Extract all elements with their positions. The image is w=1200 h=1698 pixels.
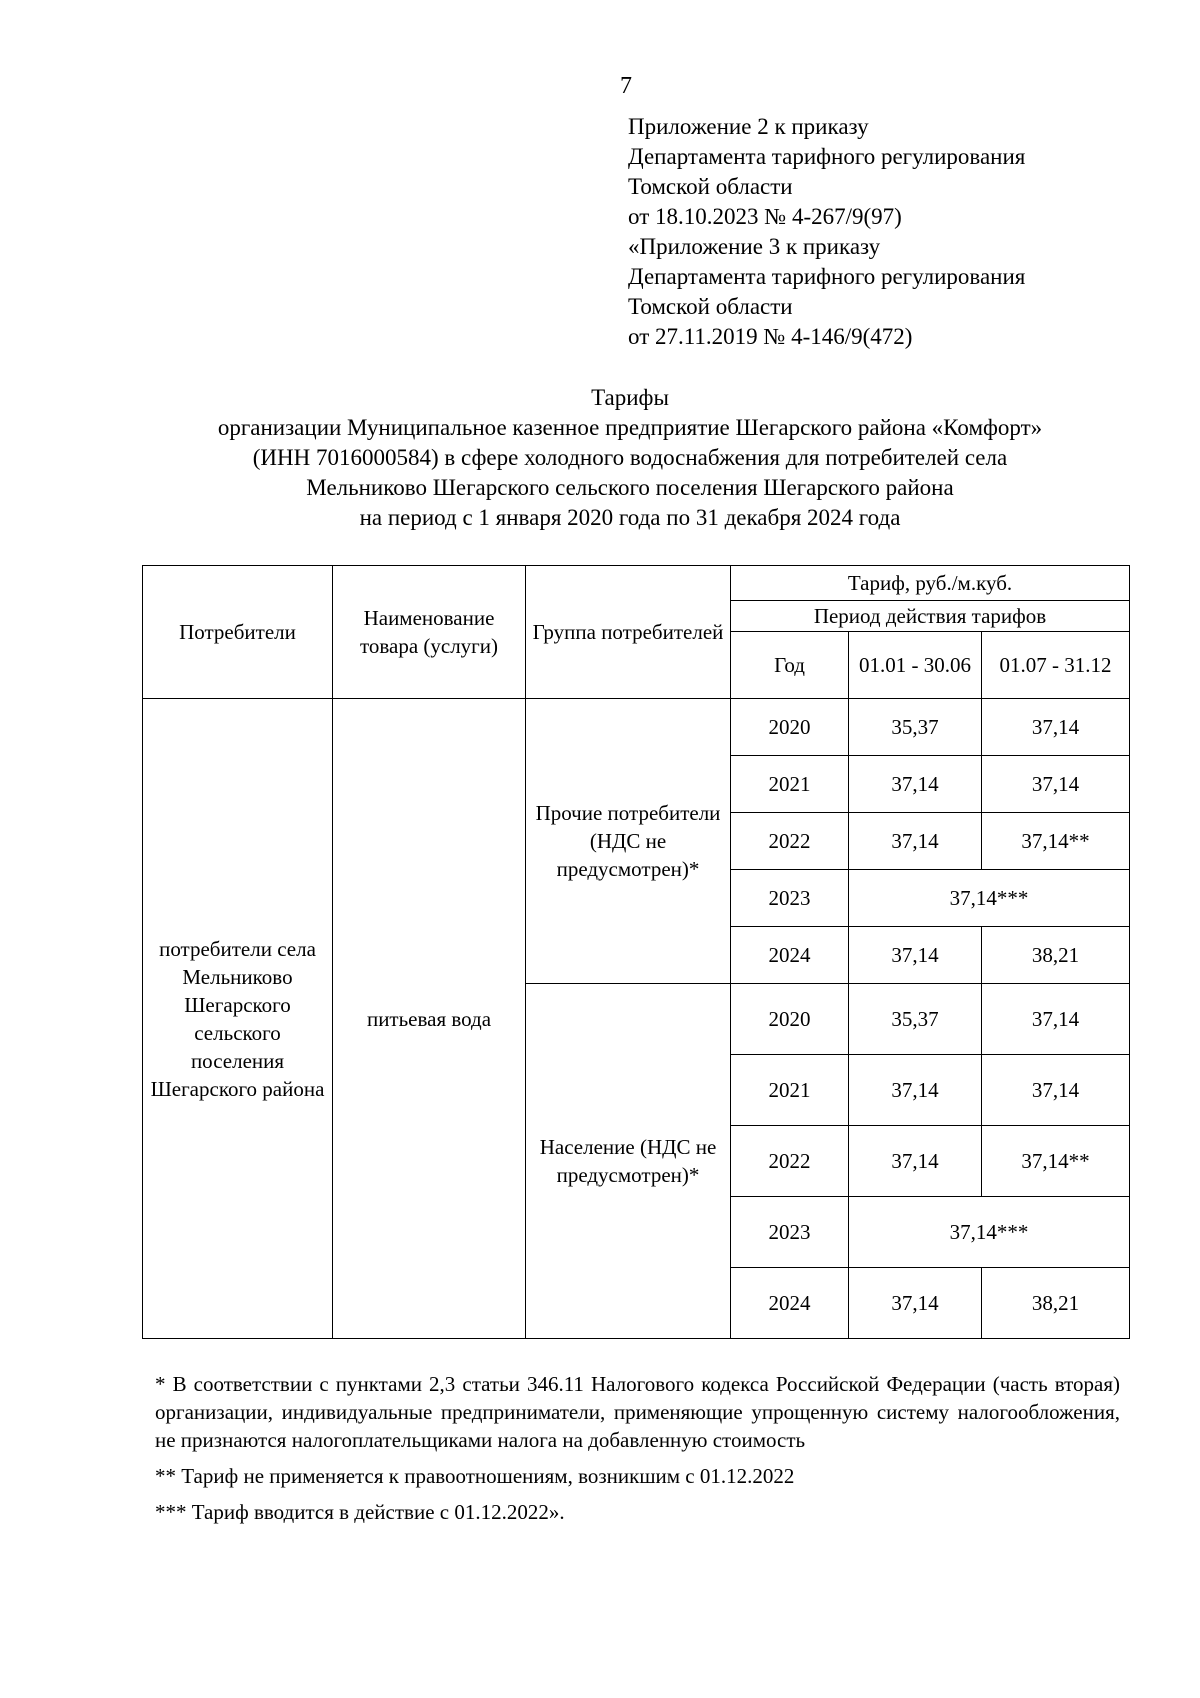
tariff-cell: 35,37 [849,984,982,1055]
footnote: ** Тариф не применяется к правоотношениям, возникшим с 01.12.2022 [155,1464,795,1488]
header-line: Томской области [628,174,793,199]
year-cell: 2021 [731,1055,849,1126]
page-number: 7 [620,73,632,99]
footnote: *** Тариф вводится в действие с 01.12.2022». [155,1500,565,1524]
year-cell: 2020 [731,699,849,756]
header-line: Департамента тарифного регулирования [628,264,1026,289]
footnote: * В соответствии с пунктами 2,3 статьи 346.11 Налогового кодекса Российской Федерации (часть вторая) организации, индивидуальные предприниматели, применяющие упрощенную систему налогообложения, не признаются налогоплательщиками налога на добавленную стоимость [155,1372,1120,1452]
group-cell: Население (НДС не предусмотрен)* [526,984,731,1339]
title-line: Мельниково Шегарского сельского поселения Шегарского района [306,475,954,500]
header-tariff: Тариф, руб./м.куб. [731,566,1130,601]
tariff-cell: 37,14 [849,1126,982,1197]
tariff-cell: 37,14 [849,1268,982,1339]
tariff-cell: 37,14 [982,756,1130,813]
consumers-cell: потребители села Мельниково Шегарского сельского поселения Шегарского района [143,699,333,1339]
header-line: Приложение 2 к приказу [628,114,869,139]
tariff-cell: 37,14 [849,813,982,870]
header-line: Департамента тарифного регулирования [628,144,1026,169]
header-year: Год [731,632,849,699]
product-cell: питьевая вода [333,699,526,1339]
tariff-cell: 37,14 [849,756,982,813]
header-period: Период действия тарифов [731,601,1130,632]
year-cell: 2022 [731,1126,849,1197]
header-half2: 01.07 - 31.12 [982,632,1130,699]
year-cell: 2022 [731,813,849,870]
year-cell: 2024 [731,1268,849,1339]
year-cell: 2023 [731,870,849,927]
title-line: организации Муниципальное казенное предприятие Шегарского района «Комфорт» [217,415,1043,440]
year-cell: 2023 [731,1197,849,1268]
title-line: на период с 1 января 2020 года по 31 декабря 2024 года [359,505,901,530]
tariff-cell-merged: 37,14*** [849,870,1130,927]
header-product: Наименование товара (услуги) [333,566,526,699]
tariff-cell: 35,37 [849,699,982,756]
header-line: Томской области [628,294,793,319]
appendix-header [628,112,1025,352]
year-cell: 2024 [731,927,849,984]
tariff-cell: 37,14 [982,984,1130,1055]
year-cell: 2020 [731,984,849,1055]
tariff-cell: 38,21 [982,927,1130,984]
tariff-cell: 37,14 [849,927,982,984]
group-cell: Прочие потребители (НДС не предусмотрен)* [526,699,731,984]
header-line: от 27.11.2019 № 4-146/9(472) [628,324,913,349]
table-row [143,699,1130,756]
header-half1: 01.01 - 30.06 [849,632,982,699]
tariff-cell: 38,21 [982,1268,1130,1339]
tariff-cell-merged: 37,14*** [849,1197,1130,1268]
footnotes [155,1370,1120,1534]
tariff-cell: 37,14 [849,1055,982,1126]
year-cell: 2021 [731,756,849,813]
title-line: Тарифы [591,385,669,410]
header-consumers: Потребители [143,566,333,699]
header-group: Группа потребителей [526,566,731,699]
title-line: (ИНН 7016000584) в сфере холодного водоснабжения для потребителей села [252,445,1008,470]
header-line: от 18.10.2023 № 4-267/9(97) [628,204,902,229]
header-line: «Приложение 3 к приказу [628,234,881,259]
tariff-cell: 37,14 [982,1055,1130,1126]
document-title [100,383,1160,533]
tariff-cell: 37,14 [982,699,1130,756]
tariff-cell: 37,14** [982,1126,1130,1197]
tariff-table [142,565,1130,1339]
tariff-cell: 37,14** [982,813,1130,870]
